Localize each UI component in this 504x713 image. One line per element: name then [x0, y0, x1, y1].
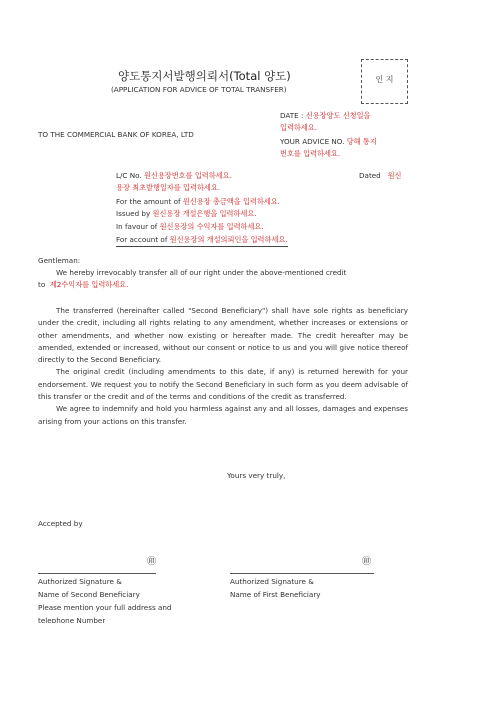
advice-field-cont[interactable]: 번호를 입력하세요. [280, 149, 341, 158]
account-label: For account of [116, 235, 168, 244]
advice-line [280, 136, 377, 148]
left-seal-mark: ㊞ [147, 557, 157, 567]
lc-no-line [116, 170, 232, 182]
left-signature-line [38, 573, 156, 574]
paragraph-3: The original credit (including amendments to this date, if any) is returned herewith for your endorsement. We request you to notify the Second Beneficiary in such form as you deem advisable of this transfer or the credit and of the terms and conditions of the credit as transferred. [38, 367, 408, 402]
to-label: to [38, 280, 46, 289]
second-beneficiary-line [38, 279, 128, 291]
amount-line [116, 196, 280, 208]
dated-field[interactable]: 원신 [387, 171, 402, 180]
issued-line [116, 208, 257, 220]
issued-field[interactable]: 원신용장 개설은행을 입력하세요. [152, 209, 257, 218]
document-subtitle: (APPLICATION FOR ADVICE OF TOTAL TRANSFER) [111, 85, 287, 94]
dated-field-cont[interactable]: 용장 최초발행일자를 입력하세요. [116, 183, 221, 192]
favour-field[interactable]: 원신용장의 수익자를 입력하세요. [159, 222, 264, 231]
addressee: TO THE COMMERCIAL BANK OF KOREA, LTD [38, 130, 194, 139]
paragraph-4: We agree to indemnify and hold you harmless against any and all losses, damages and expenses arising from your actions on this transfer. [38, 404, 408, 426]
paragraph-2: The transferred (hereinafter called "Second Beneficiary") shall have sole rights as beneficiary under the credit, including all rights relating to any amendment, whether increases or extensions or other amendments, and whether now existing or hereafter made. The credit hereafter may be amended, extended or increased, without our consent or notice to us and you will give notice thereof directly to the Second Beneficiary. [38, 306, 408, 365]
right-signature-label-2: Name of First Beneficiary [230, 590, 321, 599]
stamp-label: 인 지 [375, 75, 394, 84]
right-signature-line [230, 573, 374, 574]
advice-label: YOUR ADVICE NO. [280, 137, 345, 146]
date-label: DATE : [280, 111, 304, 120]
document-title: 양도통지서발행의뢰서(Total 양도) [118, 69, 291, 83]
right-signature-label-1: Authorized Signature & [230, 577, 314, 586]
dated-label: Dated [359, 171, 381, 180]
date-line [280, 110, 370, 122]
account-field[interactable]: 원신용장의 개설의뢰인을 입력하세요. [169, 235, 288, 244]
dated-line [359, 170, 402, 182]
date-field[interactable]: 신용장양도 신청일을 [305, 111, 371, 120]
date-field-cont[interactable]: 입력하세요. [280, 123, 318, 132]
favour-label: In favour of [116, 222, 158, 231]
right-seal-mark: ㊞ [362, 557, 372, 567]
left-signature-label-3: Please mention your full address and [38, 603, 172, 612]
left-signature-label-2: Name of Second Beneficiary [38, 590, 140, 599]
amount-label: For the amount of [116, 197, 181, 206]
closing: Yours very truly, [227, 471, 286, 480]
account-line [116, 234, 288, 247]
revenue-stamp-box [361, 59, 408, 104]
salutation: Gentleman: [38, 256, 81, 265]
body-paragraphs [38, 305, 408, 428]
left-signature-label-4: telephone Number [38, 616, 106, 623]
lc-no-field[interactable]: 원신용장번호를 입력하세요. [143, 171, 232, 180]
second-beneficiary-field[interactable]: 제2수익자를 입력하세요. [49, 280, 129, 289]
left-signature-label-1: Authorized Signature & [38, 577, 122, 586]
favour-line [116, 221, 264, 233]
lc-no-label: L/C No. [116, 171, 142, 180]
paragraph-1: We hereby irrevocably transfer all of our right under the above-mentioned credit [56, 268, 347, 277]
accepted-by: Accepted by [38, 519, 83, 528]
issued-label: Issued by [116, 209, 151, 218]
advice-field[interactable]: 당해 통지 [346, 137, 377, 146]
amount-field[interactable]: 원신용장 총금액을 입력하세요. [182, 197, 280, 206]
